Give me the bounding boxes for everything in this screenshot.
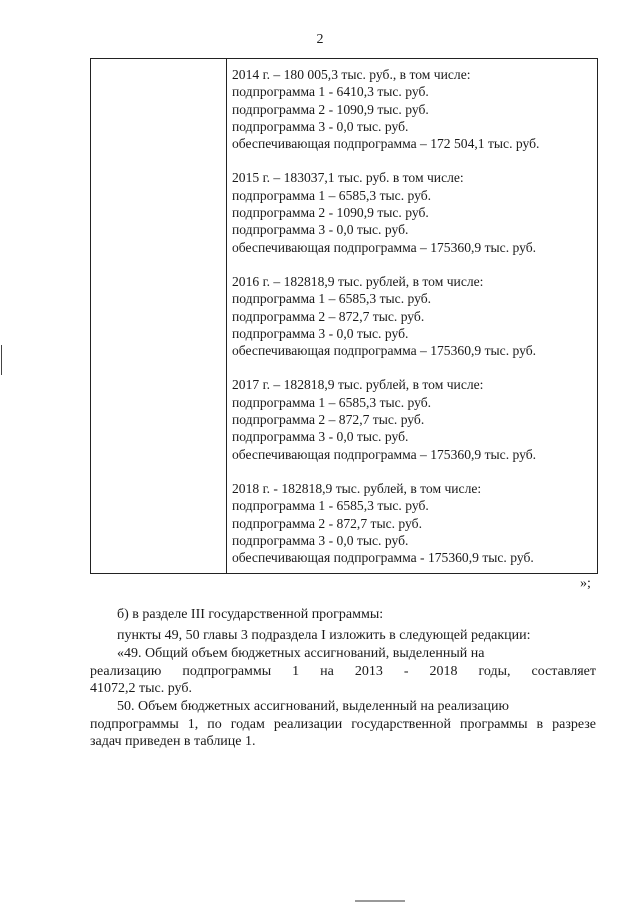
paragraph-50-line: 50. Объем бюджетных ассигнований, выделенный на реализацию <box>117 699 509 714</box>
subprogram-line: подпрограмма 1 – 6585,3 тыс. руб. <box>232 291 432 307</box>
paragraph-49 <box>90 645 596 698</box>
subprogram-line: подпрограмма 3 - 0,0 тыс. руб. <box>232 325 409 341</box>
support-subprogram-line: обеспечивающая подпрограмма – 175360,9 тыс. руб. <box>232 343 537 359</box>
year-header: 2017 г. – 182818,9 тыс. рублей, в том числе: <box>232 377 484 393</box>
support-subprogram-line: обеспечивающая подпрограмма – 172 504,1 тыс. руб. <box>232 136 540 152</box>
subprogram-line: подпрограмма 2 - 1090,9 тыс. руб. <box>232 101 429 117</box>
year-block-2014 <box>232 66 592 152</box>
page-number: 2 <box>316 32 324 47</box>
scan-margin-mark <box>1 345 2 375</box>
support-subprogram-line: обеспечивающая подпрограмма - 175360,9 тыс. руб. <box>232 550 534 566</box>
subprogram-line: подпрограмма 3 - 0,0 тыс. руб. <box>232 532 409 548</box>
subprogram-line: подпрограмма 1 - 6585,3 тыс. руб. <box>232 498 429 514</box>
support-subprogram-line: обеспечивающая подпрограмма – 175360,9 тыс. руб. <box>232 239 537 255</box>
paragraph-49-line: реализацию подпрограммы 1 на 2013 - 2018 годы, составляет <box>90 663 596 679</box>
year-header: 2018 г. - 182818,9 тыс. рублей, в том числе: <box>232 480 482 496</box>
paragraph-49-line: «49. Общий объем бюджетных ассигнований, выделенный на <box>117 646 485 661</box>
year-block-2015 <box>232 169 592 255</box>
support-subprogram-line: обеспечивающая подпрограмма – 175360,9 тыс. руб. <box>232 446 537 462</box>
year-header: 2014 г. – 180 005,3 тыс. руб., в том числе: <box>232 67 471 82</box>
paragraph-50 <box>90 698 596 751</box>
funding-cell <box>232 66 592 566</box>
scan-bottom-mark <box>355 900 405 902</box>
subprogram-line: подпрограмма 2 – 872,7 тыс. руб. <box>232 308 425 324</box>
paragraph-50-line: задач приведен в таблице 1. <box>90 734 256 750</box>
subprogram-line: подпрограмма 2 - 1090,9 тыс. руб. <box>232 205 429 221</box>
year-block-2016 <box>232 273 592 359</box>
subprogram-line: подпрограмма 2 – 872,7 тыс. руб. <box>232 412 425 428</box>
subprogram-line: подпрограмма 3 - 0,0 тыс. руб. <box>232 429 409 445</box>
subprogram-line: подпрограмма 3 - 0,0 тыс. руб. <box>232 222 409 238</box>
paragraph-section-iii: б) в разделе III государственной программы: <box>117 607 384 622</box>
subprogram-line: подпрограмма 1 - 6410,3 тыс. руб. <box>232 84 429 100</box>
paragraph-items-49-50: пункты 49, 50 главы 3 подраздела I изложить в следующей редакции: <box>117 628 531 643</box>
year-block-2018 <box>232 480 592 566</box>
year-block-2017 <box>232 376 592 462</box>
subprogram-line: подпрограмма 3 - 0,0 тыс. руб. <box>232 118 409 134</box>
year-header: 2015 г. – 183037,1 тыс. руб. в том числе: <box>232 170 464 186</box>
paragraph-50-line: подпрограммы 1, по годам реализации государственной программы в разрезе <box>90 716 596 732</box>
subprogram-line: подпрограмма 1 – 6585,3 тыс. руб. <box>232 187 432 203</box>
column-divider <box>226 59 227 573</box>
paragraph-49-line: 41072,2 тыс. руб. <box>90 681 192 697</box>
subprogram-line: подпрограмма 2 - 872,7 тыс. руб. <box>232 515 422 531</box>
subprogram-line: подпрограмма 1 – 6585,3 тыс. руб. <box>232 394 432 410</box>
year-header: 2016 г. – 182818,9 тыс. рублей, в том числе: <box>232 273 484 289</box>
funding-table <box>90 58 598 574</box>
closing-quote: »; <box>580 576 591 591</box>
